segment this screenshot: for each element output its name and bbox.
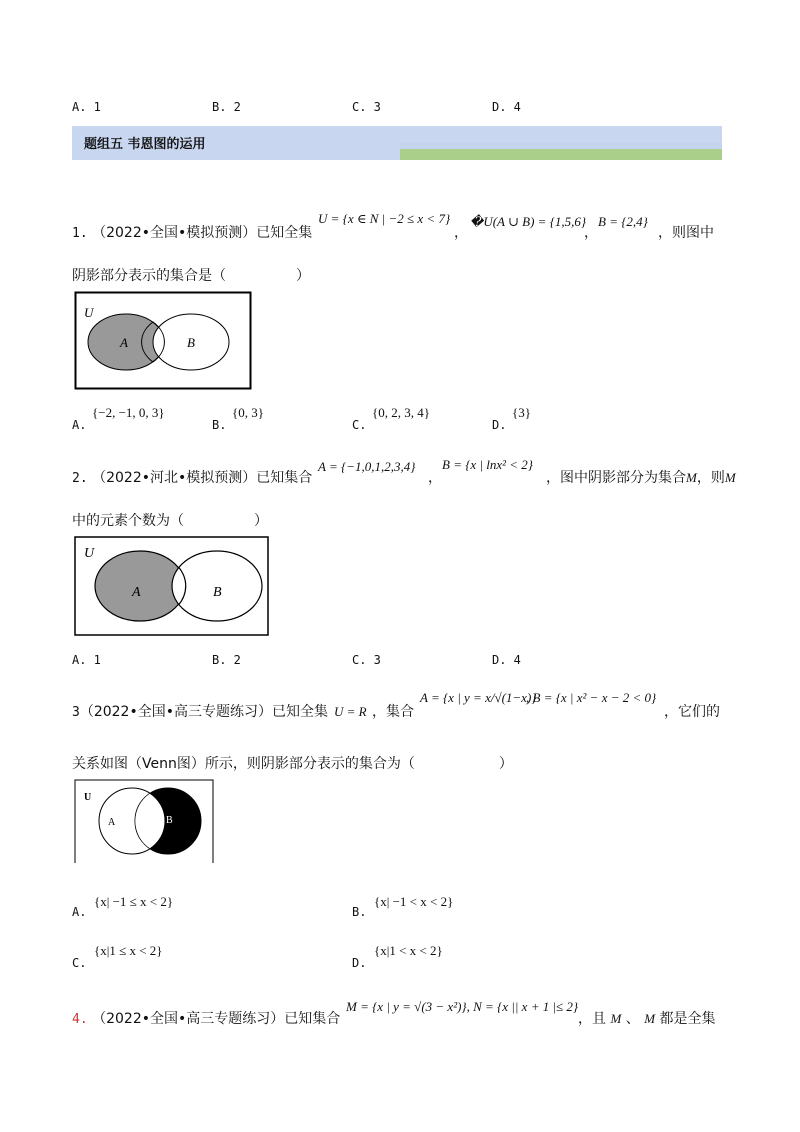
q2-option-a: A. 1 <box>72 653 101 667</box>
q1-sep2: ， <box>584 225 598 241</box>
q4-set-m-2: M <box>644 1011 656 1026</box>
q1-option-d-letter: D. <box>492 418 507 432</box>
top-option-a: A. 1 <box>72 100 101 114</box>
q3-option-d-letter: D. <box>352 956 367 970</box>
q1-venn-label-u: U <box>84 305 94 320</box>
q1-set-b: B = {2,4} <box>598 214 648 229</box>
q3-venn-diagram <box>74 779 214 863</box>
q3-option-a-value: {x| −1 ≤ x < 2} <box>94 894 174 909</box>
q2-tail2-text: ，则 <box>696 470 725 486</box>
q3-option-b-letter: B. <box>352 905 367 919</box>
q1-venn-diagram <box>74 291 252 390</box>
q1-complement: �U(A ∪ B) = {1,5,6} <box>470 214 587 229</box>
q3-number: 3 <box>72 705 80 720</box>
q4-tail2-text: 都是全集 <box>659 1011 716 1027</box>
q1-number: 1. <box>72 226 88 241</box>
q4-source: （2022•全国•高三专题练习）已知集合 <box>92 1011 341 1027</box>
q3-option-b-value: {x| −1 < x < 2} <box>374 894 454 909</box>
q3-universal-set: U = R <box>334 704 367 719</box>
q2-set-m: M <box>686 470 697 485</box>
q3-option-c-letter: C. <box>72 956 87 970</box>
q2-venn-diagram <box>74 536 269 636</box>
q4-sets: M = {x | y = √(3 − x²)}, N = {x || x + 1 |≤ 2} <box>346 999 579 1014</box>
section-title: 题组五 韦恩图的运用 <box>84 137 206 152</box>
q3-venn-label-u: U <box>84 792 92 803</box>
q1-line2: 阴影部分表示的集合是（ ） <box>72 268 310 284</box>
q2-tail <box>546 467 736 487</box>
q1-sep1: ， <box>454 225 468 241</box>
q4-tail-text: ，且 <box>578 1011 606 1027</box>
q3-line1 <box>72 701 328 721</box>
q1-option-c-value: {0, 2, 3, 4} <box>372 405 430 420</box>
q2-set-m-2: M <box>724 470 736 485</box>
q1-tail: ，则图中 <box>658 225 714 241</box>
q3-venn-label-a: A <box>108 817 116 828</box>
q2-option-c: C. 3 <box>352 653 381 667</box>
q4-set-m: M <box>610 1011 622 1026</box>
q1-source: （2022•全国•模拟预测）已知全集 <box>92 225 313 241</box>
q1-venn-label-a: A <box>120 335 128 350</box>
q3-tail: ，它们的 <box>664 704 720 720</box>
q2-option-b: B. 2 <box>212 653 241 667</box>
q2-venn-label-a: A <box>132 585 141 600</box>
q2-number: 2. <box>72 471 88 486</box>
q3-option-d-value: {x|1 < x < 2} <box>374 943 443 958</box>
q3-option-a-letter: A. <box>72 905 87 919</box>
q4-number: 4. <box>72 1012 88 1027</box>
q4-tail <box>578 1008 716 1028</box>
q1-universal-set: U = {x ∈ N | −2 ≤ x < 7} <box>318 211 451 226</box>
q2-venn-label-b: B <box>213 585 222 600</box>
q2-set-a: A = {−1,0,1,2,3,4} <box>318 459 416 474</box>
section-header-bar <box>72 126 722 160</box>
q1-option-b-value: {0, 3} <box>232 405 264 420</box>
top-option-d: D. 4 <box>492 100 521 114</box>
q1-option-a-letter: A. <box>72 418 87 432</box>
q3-line2: 关系如图（Venn图）所示，则阴影部分表示的集合为（ ） <box>72 756 513 772</box>
q2-venn-label-u: U <box>84 546 95 561</box>
q3-set-b: , B = {x | x² − x − 2 < 0} <box>526 690 657 705</box>
q3-option-c-value: {x|1 ≤ x < 2} <box>94 943 163 958</box>
q1-option-b-letter: B. <box>212 418 227 432</box>
q1-line1 <box>72 222 312 242</box>
q3-mid: ，集合 <box>372 704 414 720</box>
q2-sep: ， <box>428 470 442 486</box>
top-option-c: C. 3 <box>352 100 381 114</box>
q2-line2: 中的元素个数为（ ） <box>72 513 268 529</box>
top-option-b: B. 2 <box>212 100 241 114</box>
q2-option-d: D. 4 <box>492 653 521 667</box>
q3-set-a: A = {x | y = x/√(1−x)} <box>420 690 537 705</box>
q4-sep: 、 <box>625 1011 640 1027</box>
q1-option-a-value: {−2, −1, 0, 3} <box>92 405 165 420</box>
q2-line1 <box>72 467 312 487</box>
q4-line1 <box>72 1008 340 1028</box>
q1-venn-label-b: B <box>187 335 195 350</box>
q3-venn-label-b: B <box>166 815 173 826</box>
q1-option-c-letter: C. <box>352 418 367 432</box>
q3-source: （2022•全国•高三专题练习）已知全集 <box>79 704 328 720</box>
section-bar-accent-top <box>400 143 722 149</box>
q2-set-b: B = {x | lnx² < 2} <box>442 457 534 472</box>
q2-source: （2022•河北•模拟预测）已知集合 <box>92 470 313 486</box>
q1-option-d-value: {3} <box>512 405 531 420</box>
q2-tail-text: ，图中阴影部分为集合 <box>546 470 686 486</box>
